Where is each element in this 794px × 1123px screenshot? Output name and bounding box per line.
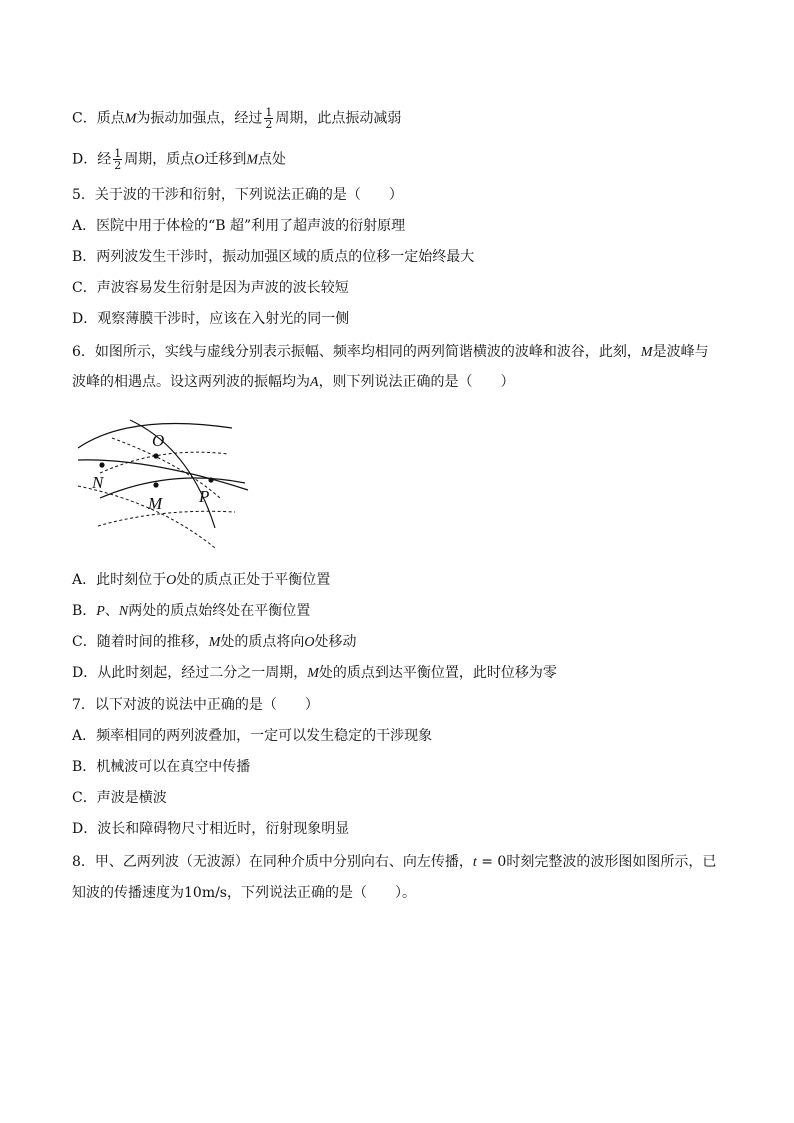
q6-option-b-var-n: N — [118, 604, 129, 619]
q7-stem: 7．以下对波的说法中正确的是（ ） — [72, 697, 319, 713]
q6-stem-line2-suffix: ，则下列说法正确的是（ ） — [318, 374, 515, 390]
fraction-numerator: 1 — [114, 147, 122, 160]
q6-stem-line1 — [72, 342, 709, 363]
q5-stem: 5．关于波的干涉和衍射，下列说法正确的是（ ） — [72, 187, 403, 203]
q6-option-c-suffix: 处移动 — [314, 634, 357, 650]
q8-stem-line1-suffix: 时刻完整波的波形图如图所示，已 — [506, 854, 717, 870]
wave-interference-figure — [70, 408, 260, 558]
q7-option-b: B．机械波可以在真空中传播 — [72, 759, 251, 775]
label-m: M — [148, 494, 163, 513]
fraction-denominator: 2 — [114, 159, 122, 172]
q6-option-a-prefix: A．此时刻位于 — [72, 572, 167, 588]
q6-option-c-var-m: M — [208, 635, 221, 650]
q6-option-c-mid: 处的质点将向 — [220, 634, 305, 650]
wave-interference-diagram — [70, 408, 260, 558]
q5-option-d: D．观察薄膜干涉时，应该在入射光的同一侧 — [72, 311, 350, 327]
q6-option-b-var-p: P — [96, 604, 105, 619]
q6-option-d — [72, 663, 557, 684]
q6-option-d-suffix: 处的质点到达平衡位置，此时位移为零 — [318, 665, 557, 681]
crest-line-3 — [100, 478, 245, 498]
q4-option-d-mid: 周期，质点 — [124, 151, 195, 168]
q5-option-c: C．声波容易发生衍射是因为声波的波长较短 — [72, 280, 349, 296]
q7-option-c: C．声波是横波 — [72, 790, 167, 806]
trough-line-3 — [78, 486, 215, 548]
point-n-dot — [99, 462, 104, 467]
q6-stem-line1-prefix: 6．如图所示，实线与虚线分别表示振幅、频率均相同的两列简谐横波的波峰和波谷，此刻， — [72, 344, 641, 360]
q4-option-d-mid2: 迁移到 — [204, 151, 247, 168]
q4-option-c-mid: 为振动加强点，经过 — [136, 110, 263, 127]
q6-stem-var-a: A — [310, 375, 319, 390]
q6-option-c — [72, 632, 357, 653]
q4-option-c-var-m: M — [124, 111, 137, 127]
q6-option-c-prefix: C．随着时间的推移， — [72, 634, 209, 650]
label-n: N — [92, 473, 104, 492]
fraction-numerator: 1 — [265, 106, 273, 119]
trough-line-4 — [98, 511, 235, 526]
q6-option-a-suffix: 处的质点正处于平衡位置 — [176, 572, 331, 588]
q4-option-d-fraction — [113, 148, 122, 171]
q4-option-c-prefix: C．质点 — [72, 110, 125, 127]
q6-option-d-var-m: M — [307, 666, 319, 681]
q4-option-c-fraction — [264, 107, 273, 130]
q8-stem-var-t: t — [472, 855, 477, 870]
q6-option-b-sep: 、 — [104, 603, 119, 619]
q8-stem-line1 — [72, 852, 716, 873]
q7-option-d: D．波长和障碍物尺寸相近时，衍射现象明显 — [72, 821, 350, 837]
q6-option-d-prefix: D．从此时刻起，经过二分之一周期， — [72, 665, 308, 681]
q6-stem-line2-prefix: 波峰的相遇点。设这两列波的振幅均为 — [72, 374, 310, 390]
fraction-denominator: 2 — [265, 118, 273, 131]
label-p: P — [199, 487, 210, 506]
q8-stem-line1-prefix: 8．甲、乙两列波（无波源）在同种介质中分别向右、向左传播， — [72, 854, 473, 870]
label-o: O — [152, 431, 165, 450]
q8-stem-line2: 知波的传播速度为10m/s，下列说法正确的是（ ）。 — [72, 885, 416, 901]
q5-option-a: A．医院中用于体检的“B 超”利用了超声波的衍射原理 — [72, 218, 406, 234]
q6-stem-line1-suffix: 是波峰与 — [652, 344, 709, 360]
q6-option-b-prefix: B． — [72, 603, 97, 619]
q6-option-a-var: O — [166, 573, 177, 588]
q4-option-c — [72, 107, 401, 130]
q7-option-a: A．频率相同的两列波叠加，一定可以发生稳定的干涉现象 — [72, 728, 433, 744]
q4-option-d-suffix: 点处 — [258, 151, 287, 168]
q5-option-b: B．两列波发生干涉时，振动加强区域的质点的位移一定始终最大 — [72, 249, 475, 265]
q6-option-c-var-o: O — [304, 635, 315, 650]
q4-option-d-var-m: M — [246, 152, 259, 168]
q4-option-c-suffix: 周期，此点振动减弱 — [275, 110, 402, 127]
q4-option-d — [72, 148, 286, 171]
trough-line-1 — [100, 452, 228, 473]
q4-option-d-prefix: D．经 — [72, 151, 112, 168]
q6-stem-line2 — [72, 372, 515, 393]
point-o-dot — [153, 453, 158, 458]
q6-option-a — [72, 570, 330, 591]
q6-stem-var-m: M — [640, 345, 653, 360]
q4-option-d-var-o: O — [194, 152, 205, 168]
q6-option-b-suffix: 两处的质点始终处在平衡位置 — [128, 603, 311, 619]
point-p-dot — [208, 477, 213, 482]
q8-stem-eq: = 0 — [476, 854, 507, 870]
point-m-dot — [153, 482, 158, 487]
q6-option-b — [72, 601, 310, 622]
